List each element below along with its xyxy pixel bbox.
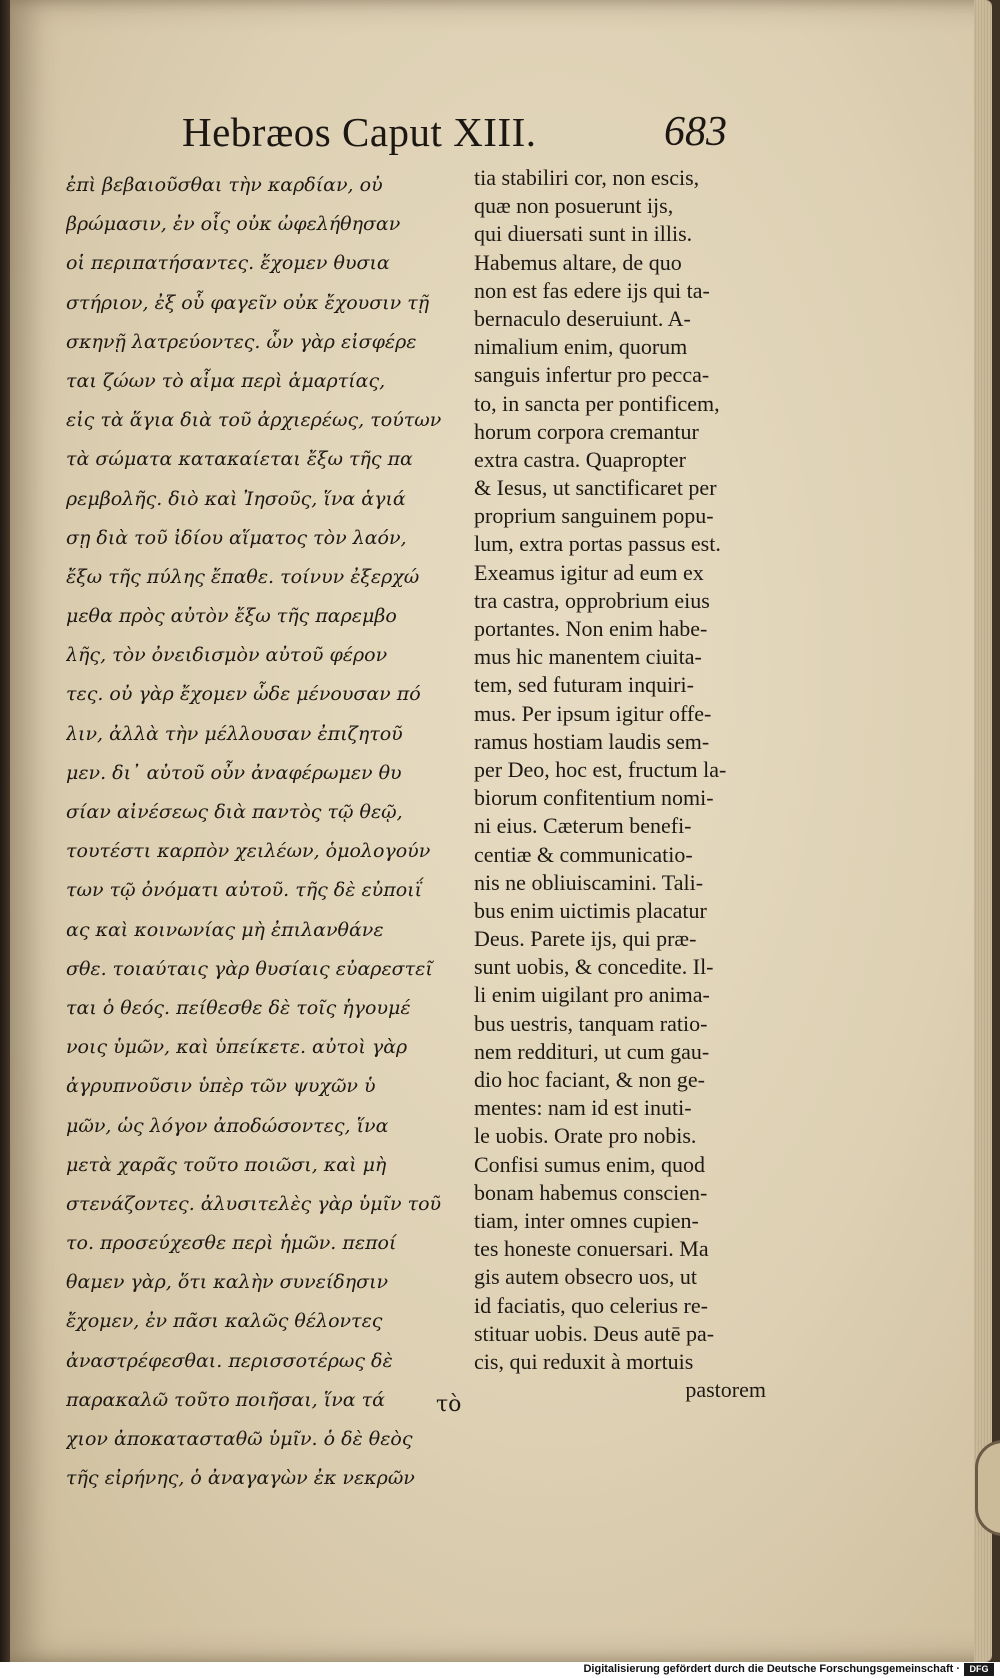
latin-catchword: pastorem xyxy=(685,1377,766,1403)
latin-text-line: li enim uigilant pro anima- xyxy=(474,982,710,1008)
latin-text-line: cis, qui reduxit à mortuis xyxy=(474,1348,694,1374)
latin-text-line: sunt uobis, & concedite. Il- xyxy=(474,954,714,980)
latin-text-line: bus uestris, tanquam ratio- xyxy=(474,1010,708,1036)
greek-text-line: ρεμβολῆς. διὸ καὶ Ἰησοῦς, ἵνα ἁγιά xyxy=(66,487,406,510)
greek-text-line: ἐπὶ βεβαιοῦσθαι τὴν καρδίαν, οὐ xyxy=(66,174,383,196)
greek-text-line: το. προσεύχεσθε περὶ ἡμῶν. πεποί xyxy=(66,1232,397,1255)
greek-text-line: τῆς εἰρήνης, ὁ ἀναγαγὼν ἐκ νεκρῶν xyxy=(66,1467,415,1490)
latin-text-line: horum corpora cremantur xyxy=(474,418,699,444)
latin-text-line: stituar uobis. Deus autē pa- xyxy=(474,1320,715,1346)
digitization-footer xyxy=(0,1662,1000,1678)
latin-text-line: Exeamus igitur ad eum ex xyxy=(474,559,704,585)
latin-text-line: quæ non posuerunt ijs, xyxy=(474,193,674,219)
latin-text-line: sanguis infertur pro pecca- xyxy=(474,362,710,388)
latin-text-line: extra castra. Quapropter xyxy=(474,446,686,472)
latin-text-line: portantes. Non enim habe- xyxy=(474,616,708,641)
greek-text-line: λῆς, τὸν ὀνειδισμὸν αὐτοῦ φέρον xyxy=(66,644,388,667)
latin-text-line: to, in sancta per pontificem, xyxy=(474,390,720,416)
greek-text-line: νοις ὑμῶν, καὶ ὑπείκετε. αὐτοὶ γὰρ xyxy=(66,1036,408,1059)
latin-text-column xyxy=(474,164,766,1404)
latin-text-line: mentes: nam id est inuti- xyxy=(474,1095,692,1121)
latin-text-line: bonam habemus conscien- xyxy=(474,1179,708,1205)
latin-text-line: tes honeste conuersari. Ma xyxy=(474,1236,709,1262)
latin-text-line: tem, sed futuram inquiri- xyxy=(474,672,694,698)
latin-text-line: proprium sanguinem popu- xyxy=(474,503,714,529)
latin-text-line: bus enim uictimis placatur xyxy=(474,897,707,923)
latin-text-line: tiam, inter omnes cupien- xyxy=(474,1207,699,1233)
latin-text-line: biorum confitentium nomi- xyxy=(474,785,714,811)
greek-text-line: βρώμασιν, ἐν οἷς οὐκ ὠφελήθησαν xyxy=(66,213,401,236)
page-number: 683 xyxy=(664,109,727,155)
greek-text-line: τουτέστι καρπὸν χειλέων, ὁμολογούν xyxy=(66,840,431,863)
greek-text-line: ται ζώων τὸ αἷμα περὶ ἁμαρτίας, xyxy=(66,369,386,392)
page-clasp-ring xyxy=(975,1440,1000,1536)
greek-text-line: οἱ περιπατήσαντες. ἔχομεν θυσια xyxy=(66,252,390,275)
greek-text-column xyxy=(66,166,452,1498)
latin-text-line: gis autem obsecro uos, ut xyxy=(474,1264,698,1290)
greek-text-line: σῃ διὰ τοῦ ἰδίου αἵματος τὸν λαόν, xyxy=(66,526,407,549)
latin-text-line: lum, extra portas passus est. xyxy=(474,531,721,557)
greek-text-line: τὰ σώματα κατακαίεται ἔξω τῆς πα xyxy=(66,448,413,471)
latin-text-line: dio hoc faciant, & non ge- xyxy=(474,1067,705,1092)
latin-text-line: id faciatis, quo celerius re- xyxy=(474,1292,708,1318)
greek-text-line: μεθα πρὸς αὐτὸν ἔξω τῆς παρεμβο xyxy=(66,605,397,628)
latin-text-line: ramus hostiam laudis sem- xyxy=(474,728,710,754)
funding-credit: Digitalisierung gefördert durch die Deutsche Forschungsgemeinschaft · xyxy=(583,1663,960,1675)
latin-text-line: nimalium enim, quorum xyxy=(474,334,688,360)
latin-text-line: mus. Per ipsum igitur offe- xyxy=(474,700,712,726)
latin-text-line: ni eius. Cæterum benefi- xyxy=(474,813,692,839)
greek-text-line: ται ὁ θεός. πείθεσθε δὲ τοῖς ἡγουμέ xyxy=(66,996,411,1019)
greek-text-line: σίαν αἰνέσεως διὰ παντὸς τῷ θεῷ, xyxy=(66,801,403,823)
greek-text-line: ἔχομεν, ἐν πᾶσι καλῶς θέλοντες xyxy=(66,1310,383,1333)
greek-text-line: στήριον, ἐξ οὗ φαγεῖν οὐκ ἔχουσιν τῇ xyxy=(66,291,430,314)
latin-text-line: tia stabiliri cor, non escis, xyxy=(474,165,700,190)
greek-text-line: τες. οὐ γὰρ ἔχομεν ὧδε μένουσαν πό xyxy=(66,683,421,706)
greek-text-line: ἔξω τῆς πύλης ἔπαθε. τοίνυν ἐξερχώ xyxy=(66,565,420,588)
book-page xyxy=(10,0,992,1662)
greek-text-line: χιον ἀποκατασταθῶ ὑμῖν. ὁ δὲ θεὸς xyxy=(66,1428,413,1450)
latin-text-line: Deus. Parete ijs, qui præ- xyxy=(474,926,697,952)
greek-text-line: παρακαλῶ τοῦτο ποιῆσαι, ἵνα τά xyxy=(66,1388,385,1411)
latin-text-line: bernaculo deseruiunt. A- xyxy=(474,305,691,331)
greek-text-line: θαμεν γὰρ, ὅτι καλὴν συνείδησιν xyxy=(66,1271,389,1294)
greek-catchword: τὸ xyxy=(436,1392,462,1417)
greek-text-line: μεν. δι᾽ αὐτοῦ οὖν ἀναφέρωμεν θυ xyxy=(66,761,402,784)
page-edge xyxy=(974,0,992,1662)
greek-text-line: στενάζοντες. ἀλυσιτελὲς γὰρ ὑμῖν τοῦ xyxy=(66,1192,442,1215)
latin-text-line: & Iesus, ut sanctificaret per xyxy=(474,475,717,501)
latin-text-line: le uobis. Orate pro nobis. xyxy=(474,1123,697,1149)
greek-text-line: ἀναστρέφεσθαι. περισσοτέρως δὲ xyxy=(66,1349,393,1372)
greek-text-line: σκηνῇ λατρεύοντες. ὧν γὰρ εἰσφέρε xyxy=(66,330,417,353)
greek-text-line: των τῷ ὀνόματι αὐτοῦ. τῆς δὲ εὐποιΐ xyxy=(66,879,423,902)
greek-text-line: μῶν, ὡς λόγον ἀποδώσοντες, ἵνα xyxy=(66,1114,389,1137)
greek-text-line: εἰς τὰ ἅγια διὰ τοῦ ἀρχιερέως, τούτων xyxy=(66,409,442,432)
greek-text-line: λιν, ἀλλὰ τὴν μέλλουσαν ἐπιζητοῦ xyxy=(66,722,403,745)
running-head: Hebræos Caput XIII. xyxy=(182,109,537,155)
dfg-logo: DFG xyxy=(964,1663,994,1676)
latin-text-line: nem reddituri, ut cum gau- xyxy=(474,1038,710,1064)
latin-text-line: centiæ & communicatio- xyxy=(474,841,693,867)
latin-text-line: per Deo, hoc est, fructum la- xyxy=(474,756,727,782)
latin-text-line: tra castra, opprobrium eius xyxy=(474,587,710,613)
latin-text-line: Habemus altare, de quo xyxy=(474,249,682,275)
latin-text-line: nis ne obliuiscamini. Tali- xyxy=(474,869,704,895)
latin-text-line: mus hic manentem ciuita- xyxy=(474,644,702,670)
latin-text-line: non est fas edere ijs qui ta- xyxy=(474,277,710,303)
greek-text-line: ας καὶ κοινωνίας μὴ ἐπιλανθάνε xyxy=(66,918,384,941)
page-header xyxy=(10,108,992,168)
greek-text-line: ἀγρυπνοῦσιν ὑπὲρ τῶν ψυχῶν ὑ xyxy=(66,1075,376,1098)
greek-text-line: σθε. τοιαύταις γὰρ θυσίαις εὐαρεστεῖ xyxy=(66,957,433,980)
latin-text-line: Confisi sumus enim, quod xyxy=(474,1151,706,1177)
latin-text-line: qui diuersati sunt in illis. xyxy=(474,221,693,247)
greek-text-line: μετὰ χαρᾶς τοῦτο ποιῶσι, καὶ μὴ xyxy=(66,1153,387,1176)
